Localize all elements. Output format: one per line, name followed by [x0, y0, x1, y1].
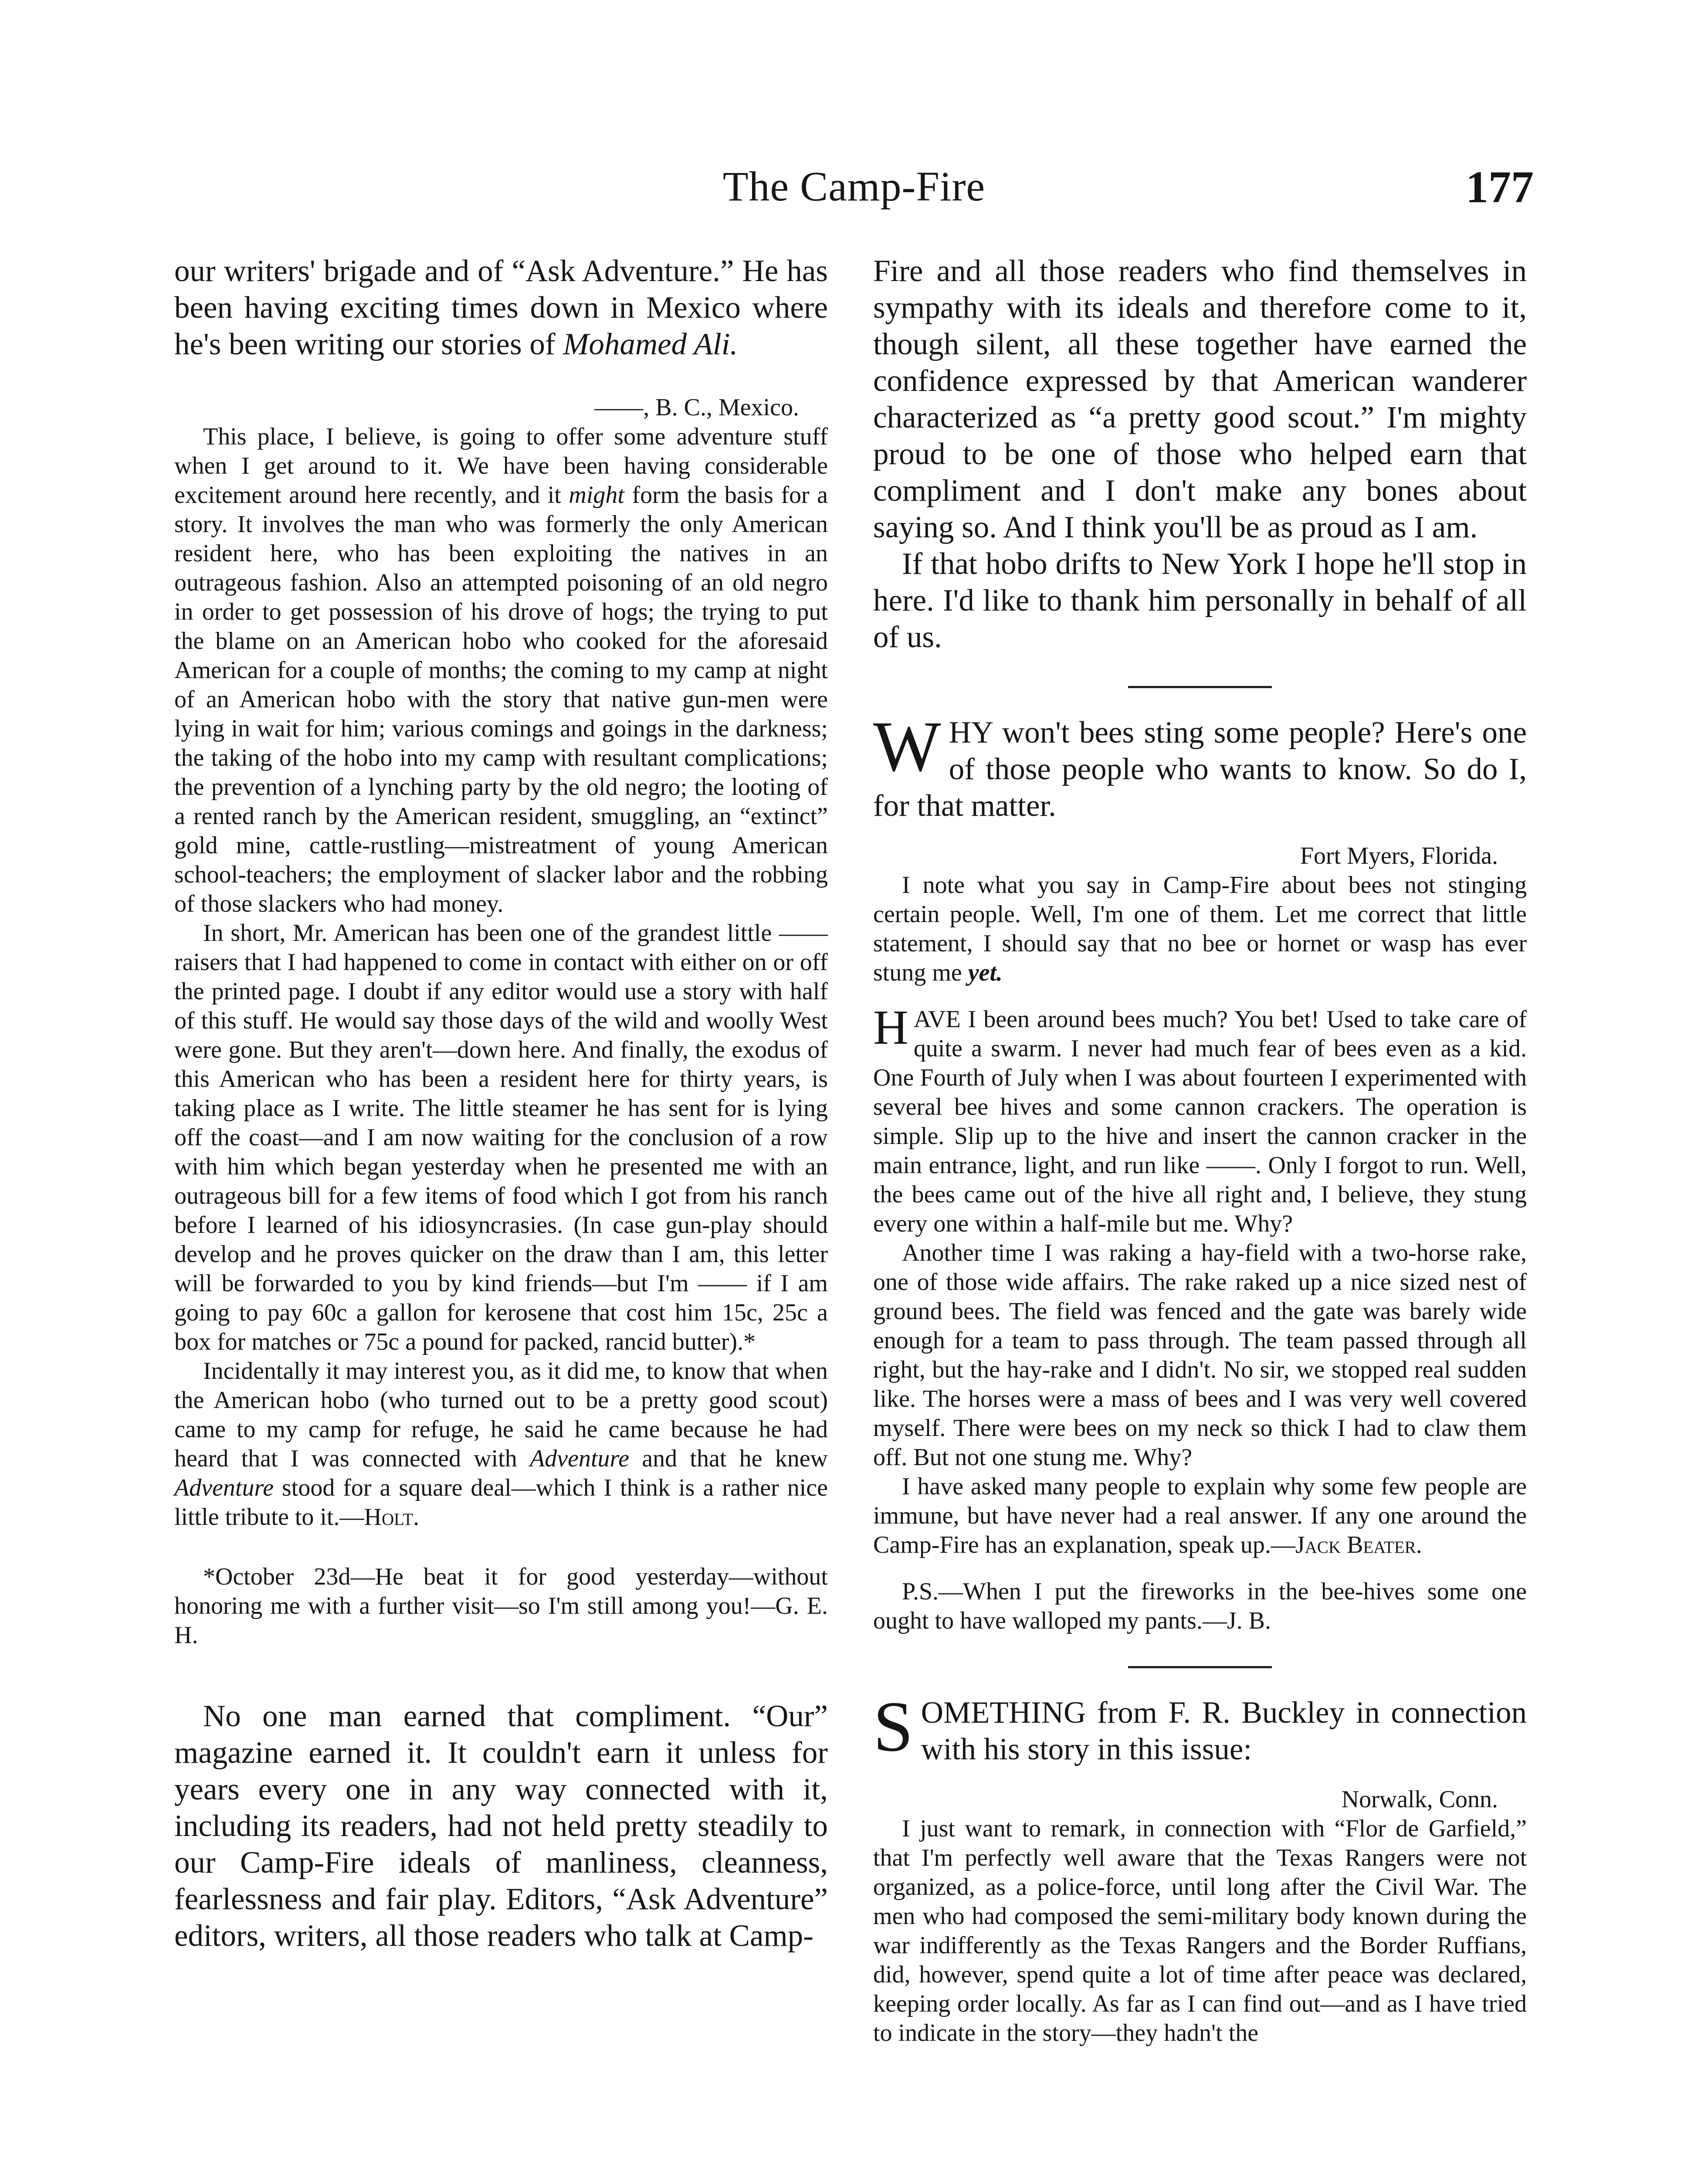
letter-p1-text-b: form the basis for a story. It involves the man who was formerly the only American resident here, who has been exploiting the natives in an outrageous fashion. Also an attempted poisoning of an old negro in order to get possession of his drove of hogs; the trying to put the blame on an American hobo who cooked for the aforesaid American for a couple of months; the coming to my camp at night of an American hobo with the story that native gun-men were lying in wait for him; various comings and goings in the darkness; the taking of the hobo into my camp with resultant complications; the prevention of a lynching party by the old negro; the looting of a rented ranch by the American resident, smuggling, an “extinct” gold mine, cattle-rustling—mistreatment of young American school-teachers; the employment of slacker labor and the robbing of those slackers who had money.	[174, 482, 828, 917]
letter-signature: Holt.	[364, 1504, 420, 1531]
letter-p3-text-b: and that he knew	[629, 1445, 828, 1472]
bees-postscript: P.S.—When I put the fireworks in the bee-hives some one ought to have walloped my pants.—J. B.	[873, 1578, 1527, 1634]
letter-p3-text-a: Incidentally it may interest you, as it did me, to know that when the American hobo (who turned out to be a pretty good scout) came to my camp for refuge, he said he came because he had heard that I was connected with	[174, 1358, 828, 1472]
bees-p1-italic: yet.	[968, 959, 1003, 986]
bees-dateline: Fort Myers, Florida.	[1300, 842, 1498, 869]
bees-signature: Jack Beater.	[1295, 1531, 1422, 1558]
letter-paragraph-3	[174, 1357, 828, 1532]
intro-paragraph	[174, 253, 828, 363]
bees-drop-cap: W	[873, 706, 941, 786]
bees-paragraph-4	[873, 1472, 1527, 1560]
letter-dateline: ——, B. C., Mexico.	[594, 394, 799, 421]
bees-p2-text: AVE I been around bees much? You bet! Used to take care of quite a swarm. I never had much fear of bees even as a kid. One Fourth of July when I was about fourteen I experimented with several bee hives and some cannon crackers. The operation is simple. Slip up to the hive and insert the cannon cracker in the main entrance, light, and run like ——. Only I forgot to run. Well, the bees came out of the hive all right and, I believe, they stung every one within a half-mile but me. Why?	[873, 1006, 1527, 1237]
bees-p4-text: I have asked many people to explain why some few people are immune, but have never had a real answer. If any one around the Camp-Fire has an explanation, speak up.—	[873, 1473, 1527, 1558]
page-number: 177	[1466, 162, 1534, 212]
bees-paragraph-3: Another time I was raking a hay-field with a two-horse rake, one of those wide affairs. The rake raked up a nice sized nest of ground bees. The field was fenced and the gate was barely wide enough for a team to pass through. The team passed through all right, but the hay-rake and I didn't. No sir, we stopped real sudden like. The horses were a mass of bees and I was very well covered myself. There were bees on my neck so thick I had to claw them off. But not one stung me. Why?	[873, 1239, 1527, 1471]
section-divider-2	[1128, 1666, 1272, 1668]
left-column	[174, 253, 828, 1954]
running-head-title: The Camp-Fire	[722, 163, 986, 210]
buckley-dateline: Norwalk, Conn.	[1341, 1786, 1498, 1813]
bees-paragraph-2	[873, 1001, 1527, 1239]
letter-p3-text-c: stood for a square deal—which I think is a rather nice little tribute to it.—	[174, 1474, 828, 1531]
continued-paragraph: Fire and all those readers who find themselves in sympathy with its ideals and therefore come to it, though silent, all these together have earned the confidence expressed by that American wanderer characterized as “a pretty good scout.” I'm mighty proud to be one of those who helped earn that compliment and I don't make any bones about saying so. And I think you'll be as proud as I am.	[873, 254, 1527, 544]
bees-intro-text: HY won't bees sting some people? Here's one of those people who wants to know. So do I, for that matter.	[873, 716, 1527, 823]
buckley-paragraph-1: I just want to remark, in connection with “Flor de Garfield,” that I'm perfectly well aware that the Texas Rangers were not organized, as a police-force, until long after the Civil War. The men who had composed the semi-military body known during the war indifferently as the Texas Rangers and the Border Ruffians, did, however, spend quite a lot of time after peace was declared, keeping order locally. As far as I can find out—and as I have tried to indicate in the story—they hadn't the	[873, 1815, 1527, 2047]
letter-paragraph-2: In short, Mr. American has been one of the grandest little —— raisers that I had happened to come in contact with either on or off the printed page. I doubt if any editor would use a story with half of this stuff. He would say those days of the wild and woolly West were gone. But they aren't—down here. And finally, the exodus of this American who has been a resident here for thirty years, is taking place as I write. The little steamer he has sent for is lying off the coast—and I am now waiting for the conclusion of a row with him which began yesterday when he presented me with an outrageous bill for a few items of food which I got from his ranch before I learned of his idiosyncrasies. (In case gun-play should develop and he proves quicker on the draw than I am, this letter will be forwarded to you by kind friends—but I'm —— if I am going to pay 60c a gallon for kerosene that cost him 15c, 25c a box for matches or 75c a pound for packed, rancid butter).*	[174, 920, 828, 1355]
letter-p1-italic: might	[569, 482, 624, 509]
buckley-intro-text: OMETHING from F. R. Buckley in connection with his story in this issue:	[921, 1696, 1527, 1766]
continued-paragraph-2: If that hobo drifts to New York I hope he'll stop in here. I'd like to thank him personally in behalf of all of us.	[873, 547, 1527, 654]
footnote: *October 23d—He beat it for good yesterday—without honoring me with a further visit—so I'm still among you!—G. E. H.	[174, 1563, 828, 1649]
bees-paragraph-1	[873, 871, 1527, 988]
bees-p1-text: I note what you say in Camp-Fire about bees not stinging certain people. Well, I'm one of them. Let me correct that little statement, I should say that no bee or hornet or wasp has ever stung me	[873, 872, 1527, 986]
intro-italic: Mohamed Ali.	[563, 327, 738, 361]
intro-text: our writers' brigade and of “Ask Adventure.” He has been having exciting times down in Mexico where he's been writing our stories of	[174, 254, 828, 361]
buckley-intro	[873, 1687, 1527, 1768]
bees-intro	[873, 706, 1527, 824]
letter-p3-italic-2: Adventure	[174, 1474, 274, 1501]
letter-paragraph-1	[174, 422, 828, 919]
section-divider	[1128, 686, 1272, 688]
letter-p1-text-a: This place, I believe, is going to offer some adventure stuff when I get around to it. We have been having considerable excitement around here recently, and it	[174, 423, 828, 509]
bees-p2-drop-cap: H	[873, 1001, 908, 1055]
buckley-drop-cap: S	[873, 1687, 913, 1766]
right-column	[873, 253, 1527, 2048]
closing-paragraph: No one man earned that compliment. “Our” magazine earned it. It couldn't earn it unless for years every one in any way connected with it, including its readers, had not held pretty steadily to our Camp-Fire ideals of manliness, cleanness, fearlessness and fair play. Editors, “Ask Adventure” editors, writers, all those readers who talk at Camp-	[174, 1699, 828, 1953]
letter-p3-italic-1: Adventure	[530, 1445, 630, 1472]
